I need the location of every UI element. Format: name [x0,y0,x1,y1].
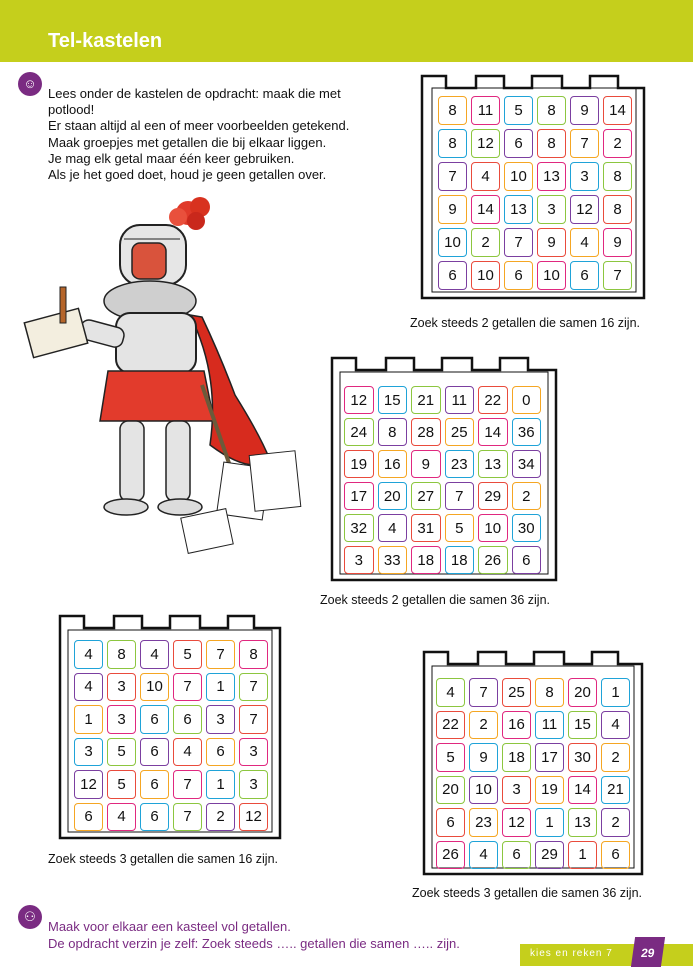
number-cell: 7 [467,676,500,709]
number-cell: 4 [469,160,502,193]
number-cell: 5 [105,736,138,769]
instruction-line: Er staan altijd al een of meer voorbeelden getekend. [48,118,350,134]
number-cell: 4 [171,736,204,769]
person-reading-icon: ☺ [18,72,42,96]
knight-illustration [20,195,310,555]
number-cell: 6 [138,703,171,736]
castle-4 [420,646,646,878]
number-cell: 1 [72,703,105,736]
number-cell: 2 [204,801,237,834]
number-grid [72,638,270,833]
number-cell: 2 [601,127,634,160]
number-cell: 28 [409,416,443,448]
number-grid [342,384,543,576]
number-cell: 10 [467,774,500,807]
number-cell: 7 [171,801,204,834]
number-cell: 6 [436,259,469,292]
number-cell: 7 [568,127,601,160]
number-cell: 26 [434,839,467,872]
instruction-line: potlood! [48,102,95,118]
number-cell: 6 [138,736,171,769]
number-cell: 3 [105,671,138,704]
number-cell: 0 [510,384,544,416]
number-cell: 6 [502,259,535,292]
number-cell: 4 [568,226,601,259]
series-bar [520,944,693,966]
number-cell: 12 [500,806,533,839]
number-cell: 31 [409,512,443,544]
number-cell: 5 [502,94,535,127]
number-cell: 16 [500,709,533,742]
number-cell: 5 [105,768,138,801]
number-cell: 33 [376,544,410,576]
number-cell: 10 [502,160,535,193]
number-cell: 8 [533,676,566,709]
number-cell: 8 [376,416,410,448]
number-cell: 4 [467,839,500,872]
number-cell: 4 [376,512,410,544]
number-cell: 1 [566,839,599,872]
number-cell: 4 [105,801,138,834]
number-cell: 30 [566,741,599,774]
number-cell: 21 [409,384,443,416]
number-cell: 20 [376,480,410,512]
number-cell: 8 [436,127,469,160]
number-cell: 19 [533,774,566,807]
number-cell: 8 [436,94,469,127]
page-title: Tel-kastelen [48,30,163,52]
castle-1-caption: Zoek steeds 2 getallen die samen 16 zijn. [410,316,640,330]
number-cell: 8 [105,638,138,671]
number-cell: 17 [533,741,566,774]
number-cell: 8 [535,94,568,127]
number-cell: 23 [443,448,477,480]
number-cell: 6 [568,259,601,292]
instruction-line: Lees onder de kastelen de opdracht: maak die met [48,86,341,101]
number-cell: 4 [434,676,467,709]
number-cell: 30 [510,512,544,544]
number-cell: 19 [342,448,376,480]
series-label: kies en reken 7 [530,948,613,959]
instructions [48,86,408,183]
number-cell: 23 [467,806,500,839]
number-cell: 4 [72,671,105,704]
number-cell: 29 [476,480,510,512]
number-cell: 7 [171,671,204,704]
instruction-line: Maak groepjes met getallen die bij elkaar liggen. [48,134,327,150]
number-cell: 3 [105,703,138,736]
number-cell: 22 [434,709,467,742]
number-cell: 10 [476,512,510,544]
number-grid [436,94,634,292]
castle-2-caption: Zoek steeds 2 getallen die samen 36 zijn. [320,593,550,607]
number-cell: 18 [409,544,443,576]
number-cell: 10 [138,671,171,704]
number-cell: 15 [566,709,599,742]
number-cell: 2 [599,806,632,839]
number-cell: 14 [469,193,502,226]
number-cell: 7 [204,638,237,671]
number-cell: 7 [436,160,469,193]
number-cell: 12 [342,384,376,416]
number-cell: 1 [533,806,566,839]
number-cell: 12 [72,768,105,801]
header-bar [0,0,693,62]
number-cell: 13 [476,448,510,480]
number-cell: 6 [500,839,533,872]
number-cell: 8 [601,193,634,226]
number-cell: 3 [204,703,237,736]
number-cell: 7 [171,768,204,801]
number-cell: 3 [237,768,270,801]
number-cell: 18 [443,544,477,576]
number-cell: 7 [502,226,535,259]
number-cell: 7 [237,703,270,736]
number-cell: 20 [434,774,467,807]
number-cell: 6 [72,801,105,834]
number-cell: 3 [568,160,601,193]
number-cell: 27 [409,480,443,512]
number-cell: 6 [171,703,204,736]
number-cell: 8 [601,160,634,193]
number-cell: 10 [535,259,568,292]
number-cell: 9 [467,741,500,774]
number-cell: 7 [601,259,634,292]
number-cell: 6 [204,736,237,769]
number-cell: 21 [599,774,632,807]
number-cell: 13 [566,806,599,839]
number-cell: 25 [443,416,477,448]
number-cell: 13 [535,160,568,193]
number-cell: 7 [443,480,477,512]
number-cell: 12 [568,193,601,226]
number-cell: 4 [72,638,105,671]
number-cell: 24 [342,416,376,448]
number-cell: 16 [376,448,410,480]
number-cell: 2 [599,741,632,774]
number-cell: 1 [204,671,237,704]
number-cell: 4 [138,638,171,671]
number-cell: 1 [599,676,632,709]
number-cell: 8 [535,127,568,160]
number-cell: 18 [500,741,533,774]
number-cell: 12 [237,801,270,834]
number-cell: 1 [204,768,237,801]
two-people-icon: ⚇ [18,905,42,929]
number-cell: 5 [434,741,467,774]
number-cell: 3 [500,774,533,807]
number-cell: 5 [171,638,204,671]
number-cell: 13 [502,193,535,226]
number-cell: 6 [599,839,632,872]
number-cell: 26 [476,544,510,576]
castle-2 [328,352,560,584]
number-cell: 10 [436,226,469,259]
number-cell: 14 [601,94,634,127]
castle-3 [56,610,284,842]
number-cell: 14 [476,416,510,448]
number-cell: 2 [467,709,500,742]
number-cell: 14 [566,774,599,807]
number-cell: 9 [436,193,469,226]
number-cell: 7 [237,671,270,704]
footer-line: De opdracht verzin je zelf: Zoek steeds ….. getallen die samen ….. zijn. [48,936,460,951]
number-cell: 6 [138,768,171,801]
number-cell: 9 [568,94,601,127]
number-cell: 11 [443,384,477,416]
number-cell: 6 [502,127,535,160]
number-cell: 11 [533,709,566,742]
number-cell: 6 [434,806,467,839]
number-cell: 2 [469,226,502,259]
number-cell: 36 [510,416,544,448]
number-cell: 9 [409,448,443,480]
footer-line: Maak voor elkaar een kasteel vol getallen. [48,919,291,934]
number-cell: 12 [469,127,502,160]
number-cell: 9 [535,226,568,259]
number-cell: 10 [469,259,502,292]
number-cell: 5 [443,512,477,544]
number-cell: 22 [476,384,510,416]
number-cell: 9 [601,226,634,259]
number-cell: 3 [72,736,105,769]
number-cell: 29 [533,839,566,872]
number-cell: 2 [510,480,544,512]
castle-1 [418,70,648,302]
footer-assignment [48,918,460,952]
number-cell: 32 [342,512,376,544]
number-cell: 20 [566,676,599,709]
instruction-line: Je mag elk getal maar één keer gebruiken. [48,150,295,166]
number-grid [434,676,632,871]
number-cell: 11 [469,94,502,127]
number-cell: 34 [510,448,544,480]
castle-4-caption: Zoek steeds 3 getallen die samen 36 zijn. [412,886,642,900]
instruction-line: Als je het goed doet, houd je geen getallen over. [48,167,327,183]
number-cell: 4 [599,709,632,742]
number-cell: 25 [500,676,533,709]
castle-3-caption: Zoek steeds 3 getallen die samen 16 zijn. [48,852,278,866]
number-cell: 3 [237,736,270,769]
number-cell: 3 [342,544,376,576]
number-cell: 17 [342,480,376,512]
number-cell: 6 [138,801,171,834]
page-number: 29 [631,937,665,967]
number-cell: 6 [510,544,544,576]
number-cell: 8 [237,638,270,671]
number-cell: 3 [535,193,568,226]
number-cell: 15 [376,384,410,416]
